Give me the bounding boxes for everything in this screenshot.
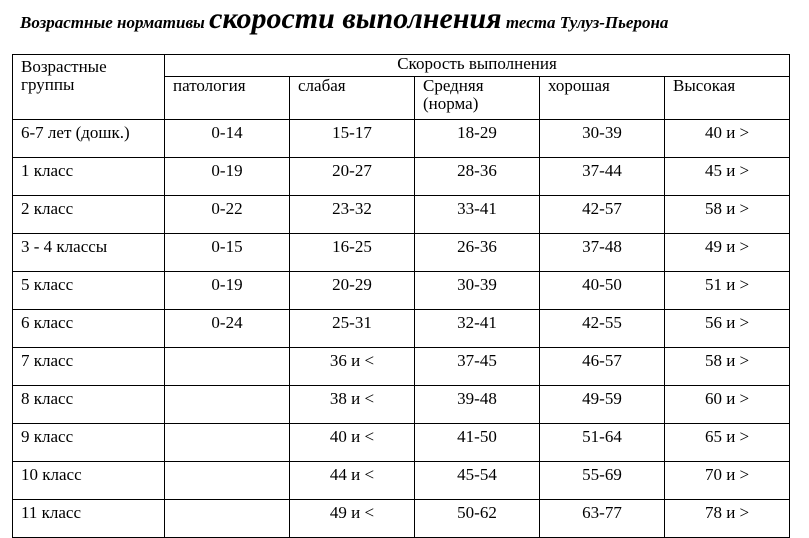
- speed-value-cell: 37-44: [540, 158, 665, 196]
- title-emphasis: скорости выполнения: [209, 2, 502, 35]
- speed-value-cell: 0-22: [165, 196, 290, 234]
- speed-value-cell: 40 и >: [665, 120, 790, 158]
- speed-value-cell: 30-39: [415, 272, 540, 310]
- age-group-cell: 2 класс: [13, 196, 165, 234]
- speed-value-cell: 16-25: [290, 234, 415, 272]
- speed-value-cell: 45 и >: [665, 158, 790, 196]
- age-group-cell: 11 класс: [13, 500, 165, 538]
- speed-value-cell: 58 и >: [665, 196, 790, 234]
- table-row: [13, 500, 790, 538]
- age-group-cell: 5 класс: [13, 272, 165, 310]
- speed-value-cell: 28-36: [415, 158, 540, 196]
- table-row: [13, 158, 790, 196]
- speed-value-cell: 38 и <: [290, 386, 415, 424]
- speed-value-cell: [165, 348, 290, 386]
- speed-value-cell: 65 и >: [665, 424, 790, 462]
- table-row: [13, 196, 790, 234]
- speed-value-cell: 36 и <: [290, 348, 415, 386]
- speed-value-cell: 20-27: [290, 158, 415, 196]
- speed-value-cell: 49-59: [540, 386, 665, 424]
- speed-value-cell: 33-41: [415, 196, 540, 234]
- table-row: [13, 348, 790, 386]
- speed-value-cell: 26-36: [415, 234, 540, 272]
- speed-value-cell: 56 и >: [665, 310, 790, 348]
- level-header-average: Средняя (норма): [415, 77, 540, 120]
- speed-value-cell: 55-69: [540, 462, 665, 500]
- speed-value-cell: 44 и <: [290, 462, 415, 500]
- speed-value-cell: [165, 386, 290, 424]
- speed-value-cell: 78 и >: [665, 500, 790, 538]
- speed-value-cell: 25-31: [290, 310, 415, 348]
- speed-value-cell: 39-48: [415, 386, 540, 424]
- table-row: [13, 462, 790, 500]
- age-group-cell: 1 класс: [13, 158, 165, 196]
- speed-value-cell: 15-17: [290, 120, 415, 158]
- level-header-high: Высокая: [665, 77, 790, 120]
- speed-value-cell: 63-77: [540, 500, 665, 538]
- speed-value-cell: 0-19: [165, 158, 290, 196]
- page-title: [20, 4, 668, 38]
- age-group-cell: 7 класс: [13, 348, 165, 386]
- speed-value-cell: 60 и >: [665, 386, 790, 424]
- speed-value-cell: 18-29: [415, 120, 540, 158]
- speed-value-cell: 49 и <: [290, 500, 415, 538]
- speed-value-cell: 37-45: [415, 348, 540, 386]
- age-group-cell: 6 класс: [13, 310, 165, 348]
- speed-value-cell: 42-57: [540, 196, 665, 234]
- speed-value-cell: 46-57: [540, 348, 665, 386]
- speed-value-cell: 51-64: [540, 424, 665, 462]
- table-row: [13, 272, 790, 310]
- age-group-cell: 9 класс: [13, 424, 165, 462]
- table-row: [13, 234, 790, 272]
- title-prefix: Возрастные нормативы: [20, 13, 210, 32]
- table-row: [13, 424, 790, 462]
- speed-value-cell: 49 и >: [665, 234, 790, 272]
- speed-value-cell: 0-15: [165, 234, 290, 272]
- speed-value-cell: 40-50: [540, 272, 665, 310]
- speed-value-cell: 40 и <: [290, 424, 415, 462]
- speed-value-cell: 51 и >: [665, 272, 790, 310]
- speed-value-cell: 58 и >: [665, 348, 790, 386]
- speed-value-cell: 0-19: [165, 272, 290, 310]
- speed-value-cell: 70 и >: [665, 462, 790, 500]
- table-row: [13, 310, 790, 348]
- speed-value-cell: 0-14: [165, 120, 290, 158]
- speed-value-cell: 0-24: [165, 310, 290, 348]
- table-row: [13, 386, 790, 424]
- age-group-cell: 8 класс: [13, 386, 165, 424]
- speed-value-cell: [165, 500, 290, 538]
- norms-table: [12, 54, 790, 538]
- level-header-pathology: патология: [165, 77, 290, 120]
- speed-value-cell: [165, 462, 290, 500]
- speed-value-cell: [165, 424, 290, 462]
- speed-value-cell: 20-29: [290, 272, 415, 310]
- speed-value-cell: 42-55: [540, 310, 665, 348]
- speed-value-cell: 32-41: [415, 310, 540, 348]
- age-group-cell: 10 класс: [13, 462, 165, 500]
- table-header-row: [13, 55, 790, 77]
- speed-value-cell: 30-39: [540, 120, 665, 158]
- level-header-weak: слабая: [290, 77, 415, 120]
- speed-value-cell: 45-54: [415, 462, 540, 500]
- speed-value-cell: 41-50: [415, 424, 540, 462]
- level-header-good: хорошая: [540, 77, 665, 120]
- table-row: [13, 120, 790, 158]
- speed-column-header: Скорость выполнения: [165, 55, 790, 77]
- speed-value-cell: 23-32: [290, 196, 415, 234]
- group-column-header: Возрастные группы: [13, 55, 165, 120]
- speed-value-cell: 50-62: [415, 500, 540, 538]
- title-suffix: теста Тулуз-Пьерона: [501, 13, 669, 32]
- age-group-cell: 6-7 лет (дошк.): [13, 120, 165, 158]
- age-group-cell: 3 - 4 классы: [13, 234, 165, 272]
- speed-value-cell: 37-48: [540, 234, 665, 272]
